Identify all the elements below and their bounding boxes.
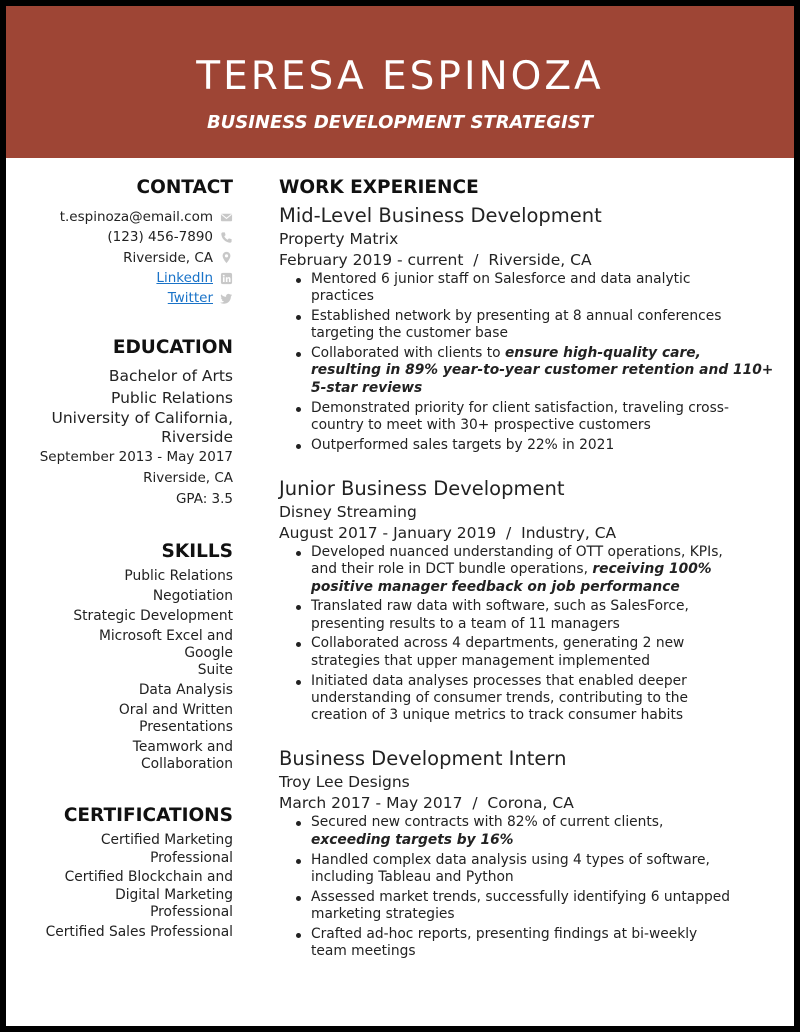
job-bullet <box>311 598 779 633</box>
certification-item <box>28 869 233 921</box>
skill-item <box>28 682 233 699</box>
header-banner <box>6 6 794 158</box>
bullet-text: strategies that upper management implemented <box>311 652 650 669</box>
bullet-text: country to meet with 30+ prospective customers <box>311 416 651 433</box>
bullet-text: including Tableau and Python <box>311 868 514 885</box>
certification-item-line: Professional <box>150 903 233 920</box>
job-bullet <box>311 889 779 924</box>
job-bullet <box>311 345 779 397</box>
education-school-line2: Riverside <box>161 428 233 447</box>
job-bullet <box>311 673 779 725</box>
job-entry <box>279 476 779 724</box>
job-dates-location: March 2017 - May 2017 / Corona, CA <box>279 794 574 813</box>
bullet-text: Demonstrated priority for client satisfaction, traveling cross- <box>311 399 729 416</box>
skill-item <box>28 608 233 625</box>
emphasis-text: receiving 100% <box>592 561 712 578</box>
certification-item-line: Professional <box>150 849 233 866</box>
job-bullets <box>279 544 779 724</box>
skill-item-line: Microsoft Excel and <box>98 627 233 644</box>
education-degree: Bachelor of Arts <box>108 367 233 386</box>
certification-item-line: Certified Blockchain and <box>64 869 233 886</box>
education-location: Riverside, CA <box>143 470 233 487</box>
job-company: Disney Streaming <box>279 502 417 521</box>
bullet-text: Outperformed sales targets by 22% in 2021 <box>311 436 615 453</box>
bullet-text: Assessed market trends, successfully identifying 6 untapped <box>311 888 731 905</box>
bullet-text: Developed nuanced understanding of OTT operations, KPIs, <box>311 543 723 560</box>
skill-item-line: Teamwork and <box>132 739 233 756</box>
job-bullet <box>311 852 779 887</box>
job-title: Business Development Intern <box>279 747 567 771</box>
bullet-text: Mentored 6 junior staff on Salesforce and data analytic <box>311 271 691 287</box>
bullet-text: Initiated data analyses processes that enabled deeper <box>311 672 687 689</box>
job-bullet <box>311 308 779 343</box>
jobs-list <box>279 203 779 960</box>
contact-linkedin <box>28 268 233 288</box>
certifications-list <box>28 832 233 941</box>
emphasis-text: exceeding targets by 16% <box>311 831 514 848</box>
bullet-text: marketing strategies <box>311 905 455 922</box>
contact-location <box>28 248 233 268</box>
job-title: Mid-Level Business Development <box>279 204 602 227</box>
certifications-heading: CERTIFICATIONS <box>63 805 233 827</box>
location-text: Riverside, CA <box>123 249 213 266</box>
bullet-text: Established network by presenting at 8 annual conferences <box>311 308 722 325</box>
skill-item-line: Strategic Development <box>73 608 233 625</box>
job-bullet <box>311 814 779 849</box>
bullet-text: Collaborated across 4 departments, generating 2 new <box>311 635 685 652</box>
skill-item-line: Public Relations <box>124 568 233 585</box>
education-dates: September 2013 - May 2017 <box>39 449 233 466</box>
skill-item-line: Data Analysis <box>138 682 233 699</box>
bullet-text: targeting the customer base <box>311 325 508 342</box>
contact-twitter <box>28 288 233 308</box>
contact-phone <box>28 227 233 247</box>
education-gpa: GPA: 3.5 <box>175 491 233 508</box>
education-school-line1: University of California, <box>51 409 233 428</box>
bullet-text: Crafted ad-hoc reports, presenting findings at bi-weekly <box>311 925 698 942</box>
twitter-link[interactable]: Twitter <box>167 290 213 307</box>
phone-icon <box>219 230 233 244</box>
bullet-text: Secured new contracts with 82% of current clients, <box>311 814 664 831</box>
contact-email <box>28 207 233 227</box>
certification-item-line: Digital Marketing <box>115 886 233 903</box>
skill-item <box>28 628 233 680</box>
candidate-title: BUSINESS DEVELOPMENT STRATEGIST <box>206 112 594 133</box>
bullet-text: and their role in DCT bundle operations, <box>311 561 593 578</box>
skills-heading: SKILLS <box>161 541 233 563</box>
certification-item <box>28 924 233 941</box>
bullet-text: creation of 3 unique metrics to track consumer habits <box>311 707 684 724</box>
job-dates-location: August 2017 - January 2019 / Industry, CA <box>279 523 617 542</box>
job-title: Junior Business Development <box>279 476 565 500</box>
resume-page <box>6 6 794 1026</box>
skill-item-line: Oral and Written <box>118 702 233 719</box>
bullet-text: understanding of consumer trends, contributing to the <box>311 689 688 706</box>
skill-item-line: Suite <box>197 662 233 679</box>
linkedin-link[interactable]: LinkedIn <box>156 269 213 286</box>
certification-item-line: Certified Sales Professional <box>45 923 233 940</box>
job-bullets <box>279 271 779 454</box>
job-company: Troy Lee Designs <box>279 773 410 792</box>
phone-text: (123) 456-7890 <box>107 229 213 246</box>
job-bullet <box>311 271 779 306</box>
job-bullet <box>311 544 779 596</box>
job-bullets <box>279 814 779 960</box>
map-pin-icon <box>219 251 233 265</box>
work-experience-heading: WORK EXPERIENCE <box>279 177 479 198</box>
bullet-text: presenting results to a team of 11 managers <box>311 615 620 632</box>
job-company: Property Matrix <box>279 230 399 248</box>
certification-item-line: Certified Marketing <box>100 832 233 849</box>
job-bullet <box>311 926 779 961</box>
skill-item <box>28 739 233 774</box>
bullet-text: Handled complex data analysis using 4 types of software, <box>311 851 710 868</box>
skill-item-line: Collaboration <box>141 756 233 773</box>
job-bullet <box>311 437 779 454</box>
job-bullet <box>311 635 779 670</box>
job-entry <box>279 203 779 454</box>
education-heading: EDUCATION <box>112 337 233 359</box>
linkedin-icon[interactable] <box>219 271 233 285</box>
skill-item <box>28 568 233 585</box>
emphasis-text: positive manager feedback on job performance <box>311 578 680 595</box>
skill-item-line: Google <box>184 645 233 662</box>
job-dates-location: February 2019 - current / Riverside, CA <box>279 251 592 269</box>
email-text: t.espinoza@email.com <box>59 209 213 225</box>
certification-item <box>28 832 233 867</box>
bullet-text: team meetings <box>311 943 416 960</box>
bullet-text: Collaborated with clients to <box>311 345 505 362</box>
twitter-icon[interactable] <box>219 291 233 305</box>
right-column <box>279 176 779 963</box>
skill-item <box>28 588 233 605</box>
left-column <box>28 176 233 944</box>
skill-item-line: Presentations <box>139 719 233 736</box>
emphasis-text: resulting in 89% year-to-year customer retention and 110+ <box>311 362 774 379</box>
bullet-text: practices <box>311 288 374 305</box>
job-entry <box>279 746 779 960</box>
skills-list <box>28 568 233 773</box>
job-bullet <box>311 400 779 435</box>
candidate-name: TERESA ESPINOZA <box>196 54 604 99</box>
emphasis-text: 5-star reviews <box>311 379 423 396</box>
bullet-text: Translated raw data with software, such as SalesForce, <box>311 598 689 615</box>
skill-item-line: Negotiation <box>152 588 233 605</box>
skill-item <box>28 702 233 737</box>
education-major: Public Relations <box>111 388 233 407</box>
envelope-icon <box>219 210 233 224</box>
emphasis-text: ensure high-quality care, <box>504 345 701 362</box>
contact-heading: CONTACT <box>136 177 233 198</box>
